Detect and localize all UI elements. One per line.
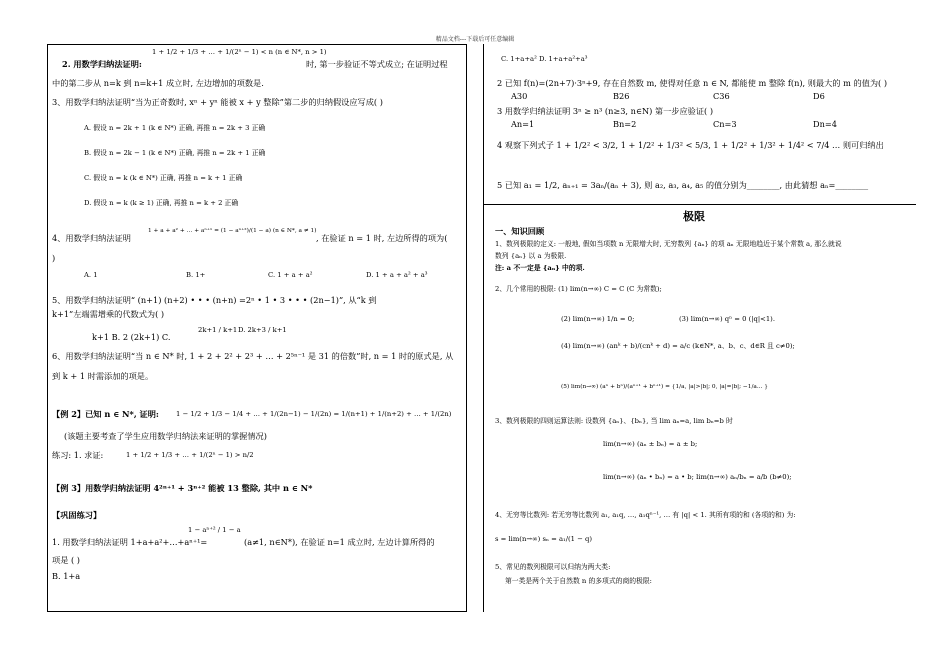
knowledge-text: 2、几个常用的极限: (1) lim(n→∞) C = C (C 为常数); <box>495 285 662 293</box>
practice-label: 练习: 1. 求证: <box>52 450 104 460</box>
question-text: 时, 第一步验证不等式成立; 在证明过程 <box>306 59 448 69</box>
option-c: Cn=3 <box>713 119 737 129</box>
question-text: , 在验证 n = 1 时, 左边所得的项为( <box>316 233 448 243</box>
option-d: D. 2k+3 / k+1 <box>238 326 287 334</box>
question-text: 4 观察下列式子 1 + 1/2² < 3/2, 1 + 1/2² + 1/3² < 5/3, 1 + 1/2² + 1/3² + 1/4² < 7/4 … 则可归纳出 <box>497 140 884 150</box>
option-c: C36 <box>713 91 730 101</box>
example-2-title: 【例 2】已知 n ∈ N*, 证明: <box>52 409 159 419</box>
option-a: An=1 <box>511 119 535 129</box>
question-text: k+1”左端需增乘的代数式为( ) <box>52 309 165 319</box>
question-text: 4、用数学归纳法证明 <box>52 233 131 243</box>
option-b: Bn=2 <box>613 119 637 129</box>
question-text: 中的第二步从 n=k 到 n=k+1 成立时, 左边增加的项数是. <box>52 78 264 88</box>
option-a: A. 假设 n = 2k + 1 (k ∈ N*) 正确, 再推 n = 2k + 3 正确 <box>84 124 266 132</box>
note: 注: a 不一定是 {aₙ} 中的项. <box>495 264 585 272</box>
right-column <box>483 44 916 612</box>
option-b: B26 <box>613 91 630 101</box>
knowledge-text: 3、数列极限的四则运算法则: 设数列 {aₙ}、{bₙ}, 当 lim aₙ=a, lim bₙ=b 时 <box>495 417 733 425</box>
option-a: A30 <box>511 91 528 101</box>
option-b: B. 1+a <box>52 571 81 581</box>
question-text: 5 已知 a₁ = 1/2, aₙ₊₁ = 3aₙ/(aₙ + 3), 则 a₂, a₃, a₄, a₅ 的值分别为________, 由此猜想 aₙ=________ <box>497 180 869 190</box>
question-text: 3 用数学归纳法证明 3ⁿ ≥ n³ (n≥3, n∈N) 第一步应验证( ) <box>497 106 714 116</box>
question-text: (a≠1, n∈N*), 在验证 n=1 成立时, 左边计算所得的 <box>244 537 435 547</box>
option-list: C. 1+a+a² D. 1+a+a²+a³ <box>501 55 588 63</box>
knowledge-text: 第一类是两个关于自然数 n 的多项式的商的极限: <box>505 577 652 585</box>
formula: 1 − 1/2 + 1/3 − 1/4 + … + 1/(2n−1) − 1/(2n) = 1/(n+1) + 1/(n+2) + … + 1/(2n) <box>176 410 452 418</box>
knowledge-text: 数列 {aₙ} 以 a 为极限. <box>495 252 567 260</box>
knowledge-text: 1、数列极限的定义: 一般地, 假如当项数 n 无限增大时, 无穷数列 {aₙ} 的项 aₙ 无限地趋近于某个常数 a, 那么就说 <box>495 240 842 248</box>
section-title: 极限 <box>683 210 705 223</box>
knowledge-text: 5、常见的数列极限可以归纳为两大类: <box>495 563 611 571</box>
question-text: 6、用数学归纳法证明“当 n ∈ N* 时, 1 + 2 + 2² + 2³ + … + 2⁵ⁿ⁻¹ 是 31 的倍数”时, n = 1 时的原式是, 从 <box>52 351 454 361</box>
note: (该题主要考查了学生应用数学归纳法来证明的掌握情况) <box>64 431 267 441</box>
left-column <box>47 44 467 612</box>
option-list: k+1 B. 2 (2k+1) C. <box>92 332 171 342</box>
knowledge-text: 4、无穷等比数列: 若无穷等比数列 a₁, a₁q, …, a₁qⁿ⁻¹, … 有 |q| < 1. 其所有项的和 (各项的和) 为: <box>495 511 796 519</box>
option-d: D. 假设 n = k (k ≥ 1) 正确, 再推 n = k + 2 正确 <box>84 199 239 207</box>
question-text: 5、用数学归纳法证明“ (n+1) (n+2) • • • (n+n) =2ⁿ • 1 • 3 • • • (2n−1)”, 从“k 到 <box>52 295 377 305</box>
option-b: B. 1+ <box>186 271 206 279</box>
question-text: 2. 用数学归纳法证明: <box>62 59 142 69</box>
question-text: 到 k + 1 时需添加的项是。 <box>52 371 154 381</box>
page-header: 精品文档---下载后可任意编辑 <box>435 36 515 43</box>
formula: lim(n→∞) (aₙ ± bₙ) = a ± b; <box>603 440 698 448</box>
formula: s = lim(n→∞) sₙ = a₁/(1 − q) <box>495 535 593 543</box>
option-b: B. 假设 n = 2k − 1 (k ∈ N*) 正确, 再推 n = 2k + 1 正确 <box>84 149 266 157</box>
review-heading: 一、知识回顾 <box>495 226 545 236</box>
question-text: 2 已知 f(n)=(2n+7)·3ⁿ+9, 存在自然数 m, 使得对任意 n ∈ N, 都能使 m 整除 f(n), 则最大的 m 的值为( ) <box>497 78 888 88</box>
formula: 1 − aⁿ⁺² / 1 − a <box>188 526 241 534</box>
option-c: C. 假设 n = k (k ∈ N*) 正确, 再推 n = k + 1 正确 <box>84 174 243 182</box>
question-text: ) <box>52 253 56 263</box>
option-c: C. 1 + a + a² <box>268 271 313 279</box>
question-text: 3、用数学归纳法证明“当为正奇数时, xⁿ + yⁿ 能被 x + y 整除”第二步的归纳假设应写成( ) <box>52 97 383 107</box>
formula: 1 + a + a² + … + aⁿ⁺¹ = (1 − aⁿ⁺²)/(1 − a) (n ∈ N*, a ≠ 1) <box>148 228 317 234</box>
example-3: 【例 3】用数学归纳法证明 4²ⁿ⁺¹ + 3ⁿ⁺² 能被 13 整除, 其中 n ∈ N* <box>52 483 313 493</box>
formula: 1 + 1/2 + 1/3 + … + 1/(2ⁿ − 1) < n (n ∈ N*, n > 1) <box>152 48 327 56</box>
question-text: 项是 ( ) <box>52 555 80 565</box>
formula: (3) lim(n→∞) qⁿ = 0 (|q|<1). <box>679 315 775 323</box>
option-a: A. 1 <box>84 271 98 279</box>
option-d: Dn=4 <box>813 119 837 129</box>
formula: lim(n→∞) (aₙ • bₙ) = a • b; lim(n→∞) aₙ/bₙ = a/b (b≠0); <box>603 473 792 481</box>
question-text: 1. 用数学归纳法证明 1+a+a²+…+aⁿ⁺¹= <box>52 537 208 547</box>
option-d: D6 <box>813 91 825 101</box>
option-c: 2k+1 / k+1 <box>198 326 238 334</box>
formula: (2) lim(n→∞) 1/n = 0; <box>561 315 635 323</box>
consolidate-title: 【巩固练习】 <box>52 510 102 520</box>
formula: 1 + 1/2 + 1/3 + … + 1/(2ⁿ − 1) > n/2 <box>126 451 254 459</box>
option-d: D. 1 + a + a² + a³ <box>366 271 428 279</box>
formula: (5) lim(n→∞) (aⁿ + bⁿ)/(aⁿ⁺¹ + bⁿ⁺¹) = {1/a, |a|>|b|; 0, |a|=|b|; −1/a... } <box>561 384 768 390</box>
formula: (4) lim(n→∞) (anᵏ + b)/(cnᵏ + d) = a/c (k∈N*, a、b、c、d∈R 且 c≠0); <box>561 342 795 350</box>
